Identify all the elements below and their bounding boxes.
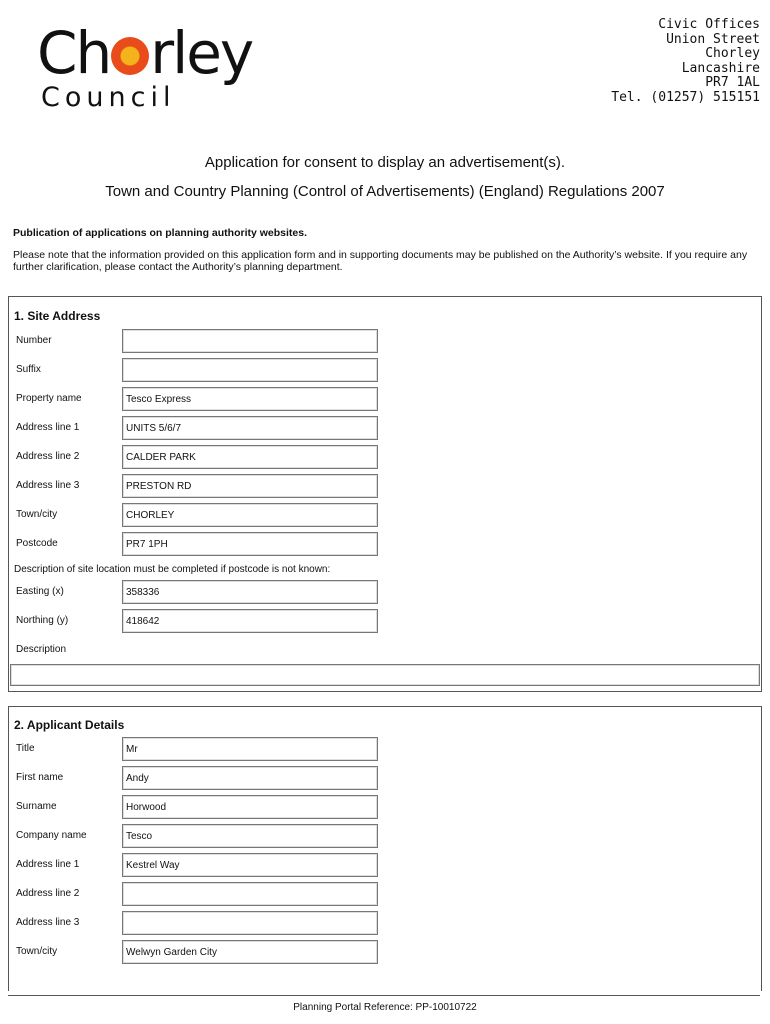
address-line: PR7 1AL: [705, 75, 760, 91]
applicant-address-line-2-input[interactable]: [122, 882, 378, 906]
field-label: First name: [16, 772, 64, 783]
field-company-name: [9, 824, 389, 850]
town-city-input[interactable]: CHORLEY: [122, 503, 378, 527]
address-line-3-input[interactable]: PRESTON RD: [122, 474, 378, 498]
field-address-line-1: [9, 416, 389, 442]
form-subtitle: Town and Country Planning (Control of Advertisements) (England) Regulations 2007: [105, 183, 665, 200]
field-number: [9, 329, 389, 355]
planning-portal-reference: Planning Portal Reference: PP-10010722: [293, 1002, 477, 1013]
field-applicant-address-line-2: [9, 882, 389, 908]
field-label: Address line 2: [16, 888, 80, 899]
description-label: Description: [16, 644, 67, 655]
field-postcode: [9, 532, 389, 558]
title-input[interactable]: Mr: [122, 737, 378, 761]
field-label: Address line 1: [16, 422, 80, 433]
field-title: [9, 737, 389, 763]
address-line: Union Street: [666, 31, 760, 47]
first-name-input[interactable]: Andy: [122, 766, 378, 790]
field-applicant-address-line-1: [9, 853, 389, 879]
field-applicant-address-line-3: [9, 911, 389, 937]
location-note: Description of site location must be completed if postcode is not known:: [14, 564, 331, 575]
field-suffix: [9, 358, 389, 384]
company-name-input[interactable]: Tesco: [122, 824, 378, 848]
field-property-name: [9, 387, 389, 413]
field-address-line-2: [9, 445, 389, 471]
field-label: Postcode: [16, 538, 58, 549]
applicant-address-line-3-input[interactable]: [122, 911, 378, 935]
field-applicant-town-city: [9, 940, 389, 966]
field-easting: [9, 580, 389, 606]
field-label: Address line 1: [16, 859, 80, 870]
logo-wordmark: Ch rley: [37, 19, 253, 87]
field-label: Easting (x): [16, 586, 64, 597]
form-title: Application for consent to display an advertisement(s).: [204, 154, 566, 171]
field-first-name: [9, 766, 389, 792]
surname-input[interactable]: Horwood: [122, 795, 378, 819]
field-label: Property name: [16, 393, 82, 404]
address-line: Lancashire: [681, 60, 760, 76]
postcode-input[interactable]: PR7 1PH: [122, 532, 378, 556]
address-line: Tel. (01257) 515151: [611, 89, 760, 105]
field-label: Title: [16, 743, 35, 754]
site-address-section: [8, 296, 762, 692]
address-line-1-input[interactable]: UNITS 5/6/7: [122, 416, 378, 440]
suffix-input[interactable]: [122, 358, 378, 382]
field-label: Company name: [16, 830, 87, 841]
property-name-input[interactable]: Tesco Express: [122, 387, 378, 411]
field-town-city: [9, 503, 389, 529]
description-input[interactable]: [10, 664, 760, 686]
field-label: Town/city: [16, 946, 58, 957]
chorley-council-logo: [37, 19, 267, 114]
field-label: Address line 3: [16, 917, 80, 928]
address-line: Civic Offices: [658, 17, 760, 32]
publication-heading: Publication of applications on planning authority websites.: [13, 227, 308, 239]
field-label: Number: [16, 335, 52, 346]
field-surname: [9, 795, 389, 821]
council-address: [611, 18, 760, 106]
easting-input[interactable]: 358336: [122, 580, 378, 604]
address-line: Chorley: [705, 46, 760, 62]
northing-input[interactable]: 418642: [122, 609, 378, 633]
publication-notice: Please note that the information provided on this application form and in supporting documents may be published on the Authority’s website. If you require any further clarification, please contact the Authority’s planning department.: [13, 249, 748, 273]
footer-divider: [8, 995, 760, 996]
field-label: Address line 2: [16, 451, 80, 462]
field-label: Northing (y): [16, 615, 69, 626]
applicant-details-section: [8, 706, 762, 991]
field-label: Surname: [16, 801, 57, 812]
field-label: Address line 3: [16, 480, 80, 491]
applicant-town-city-input[interactable]: Welwyn Garden City: [122, 940, 378, 964]
field-label: Town/city: [16, 509, 58, 520]
applicant-address-line-1-input[interactable]: Kestrel Way: [122, 853, 378, 877]
field-northing: [9, 609, 389, 635]
logo-council: Council: [41, 82, 176, 113]
logo-o-circle-icon: [111, 37, 149, 75]
field-label: Suffix: [16, 364, 41, 375]
address-line-2-input[interactable]: CALDER PARK: [122, 445, 378, 469]
section-title: 2. Applicant Details: [14, 718, 125, 732]
section-title: 1. Site Address: [14, 309, 101, 323]
number-input[interactable]: [122, 329, 378, 353]
field-address-line-3: [9, 474, 389, 500]
